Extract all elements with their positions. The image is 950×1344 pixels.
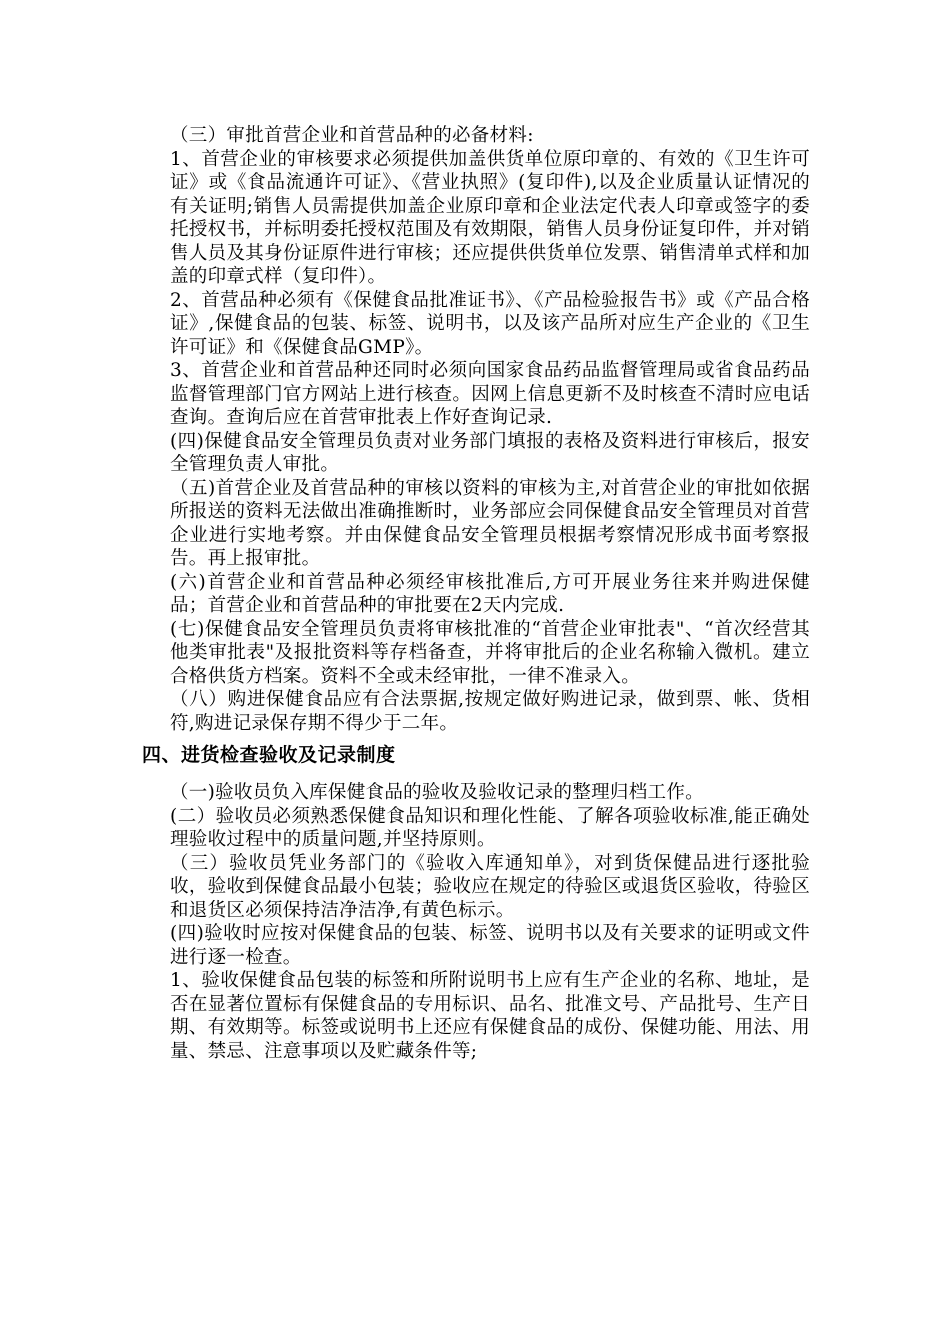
section3-paragraph-0: （三）审批首营企业和首营品种的必备材料: [170, 125, 534, 146]
section4-paragraph-2: （三）验收员凭业务部门的《验收入库通知单》，对到货保健品进行逐批验收，验收到保健食品最小包装；验收应在规定的待验区或退货区验收，待验区和退货区必须保持洁净洁净,有黄色标示。 [170, 852, 810, 921]
document-body [142, 124, 810, 1063]
section4-paragraph-3: (四)验收时应按对保健食品的包装、标签、说明书以及有关要求的证明或文件进行逐一检查。 [170, 923, 810, 968]
section3-paragraph-4: (四)保健食品安全管理员负责对业务部门填报的表格及资料进行审核后，报安全管理负责人审批。 [170, 430, 810, 475]
section3-paragraph-6: (六)首营企业和首营品种必须经审核批准后,方可开展业务往来并购进保健品；首营企业和首营品种的审批要在2天内完成. [170, 571, 810, 616]
section3-paragraph-2: 2、首营品种必须有《保健食品批准证书》、《产品检验报告书》或《产品合格证》,保健食品的包装、标签、说明书，以及该产品所对应生产企业的《卫生许可证》和《保健食品GMP》。 [170, 289, 810, 358]
section4-paragraph-4: 1、验收保健食品包装的标签和所附说明书上应有生产企业的名称、地址，是否在显著位置标有保健食品的专用标识、品名、批准文号、产品批号、生产日期、有效期等。标签或说明书上还应有保健食品的成份、保健功能、用法、用量、禁忌、注意事项以及贮藏条件等; [170, 970, 810, 1062]
section4-paragraph-1: (二）验收员必须熟悉保健食品知识和理化性能、了解各项验收标准,能正确处理验收过程中的质量问题,并坚持原则。 [170, 805, 810, 850]
section3-paragraph-7: (七)保健食品安全管理员负责将审核批准的“首营企业审批表"、“首次经营其他类审批表"及报批资料等存档备查，并将审批后的企业名称输入微机。建立合格供货方档案。资料不全或未经审批，一律不准录入。 [170, 618, 810, 687]
section3-paragraph-8: （八）购进保健食品应有合法票据,按规定做好购进记录，做到票、帐、货相符,购进记录保存期不得少于二年。 [170, 689, 810, 734]
section4-heading: 四、进货检查验收及记录制度 [142, 744, 396, 766]
section3-paragraph-3: 3、首营企业和首营品种还同时必须向国家食品药品监督管理局或省食品药品监督管理部门官方网站上进行核查。因网上信息更新不及时核查不清时应电话查询。查询后应在首营审批表上作好查询记录. [170, 360, 810, 428]
section4-paragraph-0: （一)验收员负入库保健食品的验收及验收记录的整理归档工作。 [170, 782, 704, 803]
section3-paragraph-1: 1、首营企业的审核要求必须提供加盖供货单位原印章的、有效的《卫生许可证》或《食品流通许可证》、《营业执照》(复印件),以及企业质量认证情况的有关证明;销售人员需提供加盖企业原印章和企业法定代表人印章或签字的委托授权书，并标明委托授权范围及有效期限，销售人员身份证复印件，并对销售人员及其身份证原件进行审核；还应提供供货单位发票、销售清单式样和加盖的印章式样（复印件）。 [170, 148, 810, 287]
section3-paragraph-5: （五)首营企业及首营品种的审核以资料的审核为主,对首营企业的审批如依据所报送的资料无法做出准确推断时，业务部应会同保健食品安全管理员对首营企业进行实地考察。并由保健食品安全管理员根据考察情况形成书面考察报告。再上报审批。 [170, 477, 810, 569]
